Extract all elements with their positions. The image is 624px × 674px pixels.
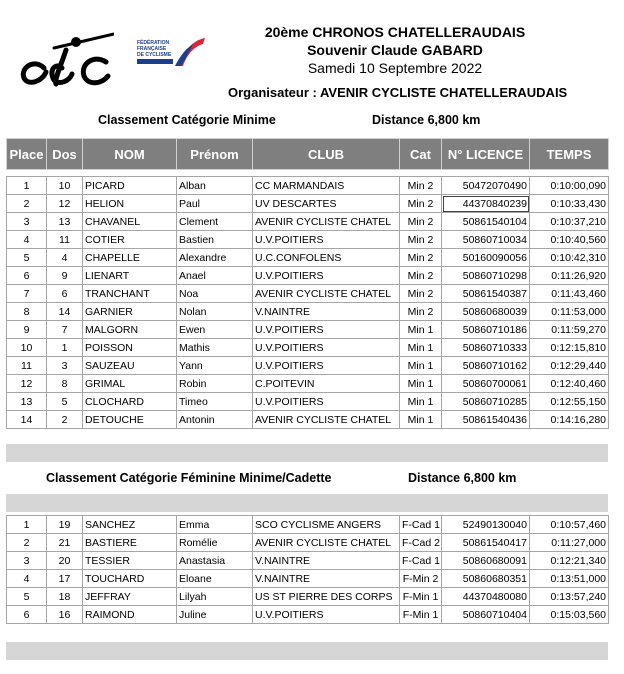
table-row xyxy=(7,393,609,411)
cell-temps: 0:12:21,340 xyxy=(530,552,609,570)
svg-text:DE CYCLISME: DE CYCLISME xyxy=(137,52,172,58)
cell-licence: 50861540387 xyxy=(442,285,530,303)
cell-nom: CHAVANEL xyxy=(83,213,177,231)
cell-dos: 14 xyxy=(47,303,83,321)
cell-club: SCO CYCLISME ANGERS xyxy=(253,516,400,534)
cell-temps: 0:10:57,460 xyxy=(530,516,609,534)
cell-place: 4 xyxy=(7,570,47,588)
table-row xyxy=(7,606,609,624)
cell-cat: Min 1 xyxy=(400,357,442,375)
col-nom: NOM xyxy=(83,139,177,170)
cell-licence: 50860680091 xyxy=(442,552,530,570)
cell-place: 1 xyxy=(7,177,47,195)
cell-cat: F-Cad 1 xyxy=(400,516,442,534)
cell-temps: 0:12:15,810 xyxy=(530,339,609,357)
separator-band xyxy=(6,444,608,462)
cell-dos: 9 xyxy=(47,267,83,285)
cell-licence: 50860710162 xyxy=(442,357,530,375)
cell-nom: LIENART xyxy=(83,267,177,285)
cell-place: 7 xyxy=(7,285,47,303)
cell-prenom: Ewen xyxy=(177,321,253,339)
cell-nom: MALGORN xyxy=(83,321,177,339)
cell-cat: Min 2 xyxy=(400,195,442,213)
cell-club: U.V.POITIERS xyxy=(253,267,400,285)
cell-dos: 17 xyxy=(47,570,83,588)
table-row xyxy=(7,357,609,375)
cell-prenom: Nolan xyxy=(177,303,253,321)
cell-nom: BASTIERE xyxy=(83,534,177,552)
cell-prenom: Bastien xyxy=(177,231,253,249)
cell-cat: Min 2 xyxy=(400,303,442,321)
cell-club: U.V.POITIERS xyxy=(253,606,400,624)
cell-club: AVENIR CYCLISTE CHATEL xyxy=(253,285,400,303)
cell-dos: 2 xyxy=(47,411,83,429)
col-temps: TEMPS xyxy=(530,139,609,170)
cell-nom: CHAPELLE xyxy=(83,249,177,267)
cell-club: V.NAINTRE xyxy=(253,552,400,570)
cell-club: U.V.POITIERS xyxy=(253,321,400,339)
cell-temps: 0:12:55,150 xyxy=(530,393,609,411)
cell-place: 3 xyxy=(7,552,47,570)
cell-dos: 18 xyxy=(47,588,83,606)
spacer-cell xyxy=(7,170,609,177)
cell-licence: 50472070490 xyxy=(442,177,530,195)
cell-temps: 0:12:40,460 xyxy=(530,375,609,393)
cell-dos: 5 xyxy=(47,393,83,411)
cell-cat: F-Cad 1 xyxy=(400,552,442,570)
cell-licence: 50861540104 xyxy=(442,213,530,231)
cell-cat: Min 1 xyxy=(400,321,442,339)
table-row xyxy=(7,249,609,267)
cell-cat: Min 1 xyxy=(400,339,442,357)
cell-cat: F-Min 1 xyxy=(400,606,442,624)
cell-nom: TRANCHANT xyxy=(83,285,177,303)
cell-place: 10 xyxy=(7,339,47,357)
cell-nom: POISSON xyxy=(83,339,177,357)
col-dos: Dos xyxy=(47,139,83,170)
cell-nom: GRIMAL xyxy=(83,375,177,393)
cell-nom: DETOUCHE xyxy=(83,411,177,429)
cell-place: 13 xyxy=(7,393,47,411)
cell-nom: CLOCHARD xyxy=(83,393,177,411)
cell-dos: 21 xyxy=(47,534,83,552)
cell-temps: 0:13:51,000 xyxy=(530,570,609,588)
cell-nom: COTIER xyxy=(83,231,177,249)
cell-cat: Min 2 xyxy=(400,177,442,195)
cell-place: 14 xyxy=(7,411,47,429)
cell-cat: Min 2 xyxy=(400,267,442,285)
cell-club: UV DESCARTES xyxy=(253,195,400,213)
cell-temps: 0:11:43,460 xyxy=(530,285,609,303)
cell-cat: Min 2 xyxy=(400,249,442,267)
cell-cat: Min 2 xyxy=(400,285,442,303)
cell-licence: 52490130040 xyxy=(442,516,530,534)
col-cat: Cat xyxy=(400,139,442,170)
cell-prenom: Lilyah xyxy=(177,588,253,606)
separator-band xyxy=(6,494,608,512)
cell-licence: 50860710186 xyxy=(442,321,530,339)
results-table-feminine xyxy=(6,515,609,624)
cell-club: U.V.POITIERS xyxy=(253,357,400,375)
table-row xyxy=(7,339,609,357)
cell-place: 1 xyxy=(7,516,47,534)
cell-prenom: Paul xyxy=(177,195,253,213)
cell-place: 6 xyxy=(7,267,47,285)
cell-nom: SANCHEZ xyxy=(83,516,177,534)
cell-club: U.V.POITIERS xyxy=(253,339,400,357)
cell-dos: 6 xyxy=(47,285,83,303)
cell-nom: RAIMOND xyxy=(83,606,177,624)
cell-dos: 3 xyxy=(47,357,83,375)
event-title: 20ème CHRONOS CHATELLERAUDAIS xyxy=(264,24,526,40)
cell-nom: TOUCHARD xyxy=(83,570,177,588)
cell-cat: F-Cad 2 xyxy=(400,534,442,552)
cell-licence: 50860710404 xyxy=(442,606,530,624)
cell-prenom: Clement xyxy=(177,213,253,231)
cell-nom: SAUZEAU xyxy=(83,357,177,375)
cell-place: 6 xyxy=(7,606,47,624)
section1-distance: Distance 6,800 km xyxy=(372,113,481,127)
cell-licence: 50860710285 xyxy=(442,393,530,411)
cell-temps: 0:10:00,090 xyxy=(530,177,609,195)
table-row xyxy=(7,195,609,213)
table-row xyxy=(7,375,609,393)
cell-nom: HELION xyxy=(83,195,177,213)
table-row xyxy=(7,177,609,195)
cell-dos: 10 xyxy=(47,177,83,195)
col-place: Place xyxy=(7,139,47,170)
cell-cat: Min 2 xyxy=(400,231,442,249)
cell-club: CC MARMANDAIS xyxy=(253,177,400,195)
cell-prenom: Timeo xyxy=(177,393,253,411)
event-subtitle: Souvenir Claude GABARD xyxy=(307,42,483,58)
cell-temps: 0:14:16,280 xyxy=(530,411,609,429)
table-row xyxy=(7,321,609,339)
cell-dos: 20 xyxy=(47,552,83,570)
cell-place: 12 xyxy=(7,375,47,393)
cell-dos: 7 xyxy=(47,321,83,339)
cell-prenom: Robin xyxy=(177,375,253,393)
results-table-minime xyxy=(6,138,609,429)
cell-temps: 0:10:33,430 xyxy=(530,195,609,213)
table-row xyxy=(7,285,609,303)
section2-title: Classement Catégorie Féminine Minime/Cadette xyxy=(46,471,332,485)
cell-cat: Min 2 xyxy=(400,213,442,231)
svg-text:FÉDÉRATION: FÉDÉRATION xyxy=(137,40,170,46)
cell-temps: 0:11:27,000 xyxy=(530,534,609,552)
cell-place: 3 xyxy=(7,213,47,231)
col-licence: N° LICENCE xyxy=(442,139,530,170)
cell-club: AVENIR CYCLISTE CHATEL xyxy=(253,213,400,231)
cell-cat: F-Min 1 xyxy=(400,588,442,606)
cell-temps: 0:10:40,560 xyxy=(530,231,609,249)
cell-prenom: Alban xyxy=(177,177,253,195)
cell-prenom: Antonin xyxy=(177,411,253,429)
cell-cat: Min 1 xyxy=(400,375,442,393)
table-row xyxy=(7,516,609,534)
ffc-logo xyxy=(137,36,205,68)
table-row xyxy=(7,552,609,570)
cell-cat: Min 1 xyxy=(400,411,442,429)
cell-temps: 0:15:03,560 xyxy=(530,606,609,624)
cell-licence: 50860710298 xyxy=(442,267,530,285)
table-row xyxy=(7,213,609,231)
cell-temps: 0:12:29,440 xyxy=(530,357,609,375)
section1-title: Classement Catégorie Minime xyxy=(98,113,276,127)
cell-club: U.V.POITIERS xyxy=(253,231,400,249)
col-prenom: Prénom xyxy=(177,139,253,170)
cell-licence: 44370840239 xyxy=(442,195,530,213)
cell-licence: 50861540417 xyxy=(442,534,530,552)
cell-dos: 4 xyxy=(47,249,83,267)
cell-licence: 50860710333 xyxy=(442,339,530,357)
cell-nom: TESSIER xyxy=(83,552,177,570)
event-date: Samedi 10 Septembre 2022 xyxy=(307,60,483,76)
cell-nom: GARNIER xyxy=(83,303,177,321)
club-logo xyxy=(14,28,114,88)
table-row xyxy=(7,534,609,552)
cell-place: 2 xyxy=(7,195,47,213)
cell-place: 5 xyxy=(7,249,47,267)
cell-dos: 1 xyxy=(47,339,83,357)
cell-nom: JEFFRAY xyxy=(83,588,177,606)
cell-club: V.NAINTRE xyxy=(253,303,400,321)
cell-club: U.V.POITIERS xyxy=(253,393,400,411)
cell-dos: 13 xyxy=(47,213,83,231)
cell-prenom: Romélie xyxy=(177,534,253,552)
cell-dos: 8 xyxy=(47,375,83,393)
cell-cat: F-Min 2 xyxy=(400,570,442,588)
cell-place: 5 xyxy=(7,588,47,606)
cell-temps: 0:11:53,000 xyxy=(530,303,609,321)
row-spacer xyxy=(7,170,609,177)
section2-distance: Distance 6,800 km xyxy=(408,471,517,485)
table-row xyxy=(7,267,609,285)
cell-club: U.C.CONFOLENS xyxy=(253,249,400,267)
cell-prenom: Noa xyxy=(177,285,253,303)
cell-club: US ST PIERRE DES CORPS xyxy=(253,588,400,606)
cell-place: 9 xyxy=(7,321,47,339)
cell-prenom: Juline xyxy=(177,606,253,624)
table-row xyxy=(7,570,609,588)
cell-temps: 0:11:26,920 xyxy=(530,267,609,285)
cell-licence: 50860680039 xyxy=(442,303,530,321)
cell-club: V.NAINTRE xyxy=(253,570,400,588)
cell-prenom: Yann xyxy=(177,357,253,375)
cell-place: 4 xyxy=(7,231,47,249)
cell-temps: 0:11:59,270 xyxy=(530,321,609,339)
cell-licence: 50860710034 xyxy=(442,231,530,249)
cell-dos: 12 xyxy=(47,195,83,213)
cell-temps: 0:10:42,310 xyxy=(530,249,609,267)
cell-place: 8 xyxy=(7,303,47,321)
table-row xyxy=(7,231,609,249)
cell-licence: 50860700061 xyxy=(442,375,530,393)
cell-prenom: Anastasia xyxy=(177,552,253,570)
col-club: CLUB xyxy=(253,139,400,170)
cell-temps: 0:13:57,240 xyxy=(530,588,609,606)
cell-licence: 50861540436 xyxy=(442,411,530,429)
cell-prenom: Alexandre xyxy=(177,249,253,267)
cell-licence: 44370480080 xyxy=(442,588,530,606)
cell-temps: 0:10:37,210 xyxy=(530,213,609,231)
cell-licence: 50860680351 xyxy=(442,570,530,588)
cell-dos: 16 xyxy=(47,606,83,624)
cell-prenom: Emma xyxy=(177,516,253,534)
cell-nom: PICARD xyxy=(83,177,177,195)
table-row xyxy=(7,303,609,321)
cell-dos: 19 xyxy=(47,516,83,534)
cell-licence: 50160090056 xyxy=(442,249,530,267)
cell-club: AVENIR CYCLISTE CHATEL xyxy=(253,534,400,552)
cell-place: 11 xyxy=(7,357,47,375)
table-row xyxy=(7,411,609,429)
separator-band xyxy=(6,642,608,660)
organiser: Organisateur : AVENIR CYCLISTE CHATELLERAUDAIS xyxy=(228,85,568,100)
cell-club: C.POITEVIN xyxy=(253,375,400,393)
svg-text:FRANÇAISE: FRANÇAISE xyxy=(137,46,167,52)
cell-dos: 11 xyxy=(47,231,83,249)
cell-prenom: Eloane xyxy=(177,570,253,588)
cell-club: AVENIR CYCLISTE CHATEL xyxy=(253,411,400,429)
cell-prenom: Mathis xyxy=(177,339,253,357)
cell-cat: Min 1 xyxy=(400,393,442,411)
cell-prenom: Anael xyxy=(177,267,253,285)
cell-place: 2 xyxy=(7,534,47,552)
header-row xyxy=(7,139,609,170)
table-row xyxy=(7,588,609,606)
